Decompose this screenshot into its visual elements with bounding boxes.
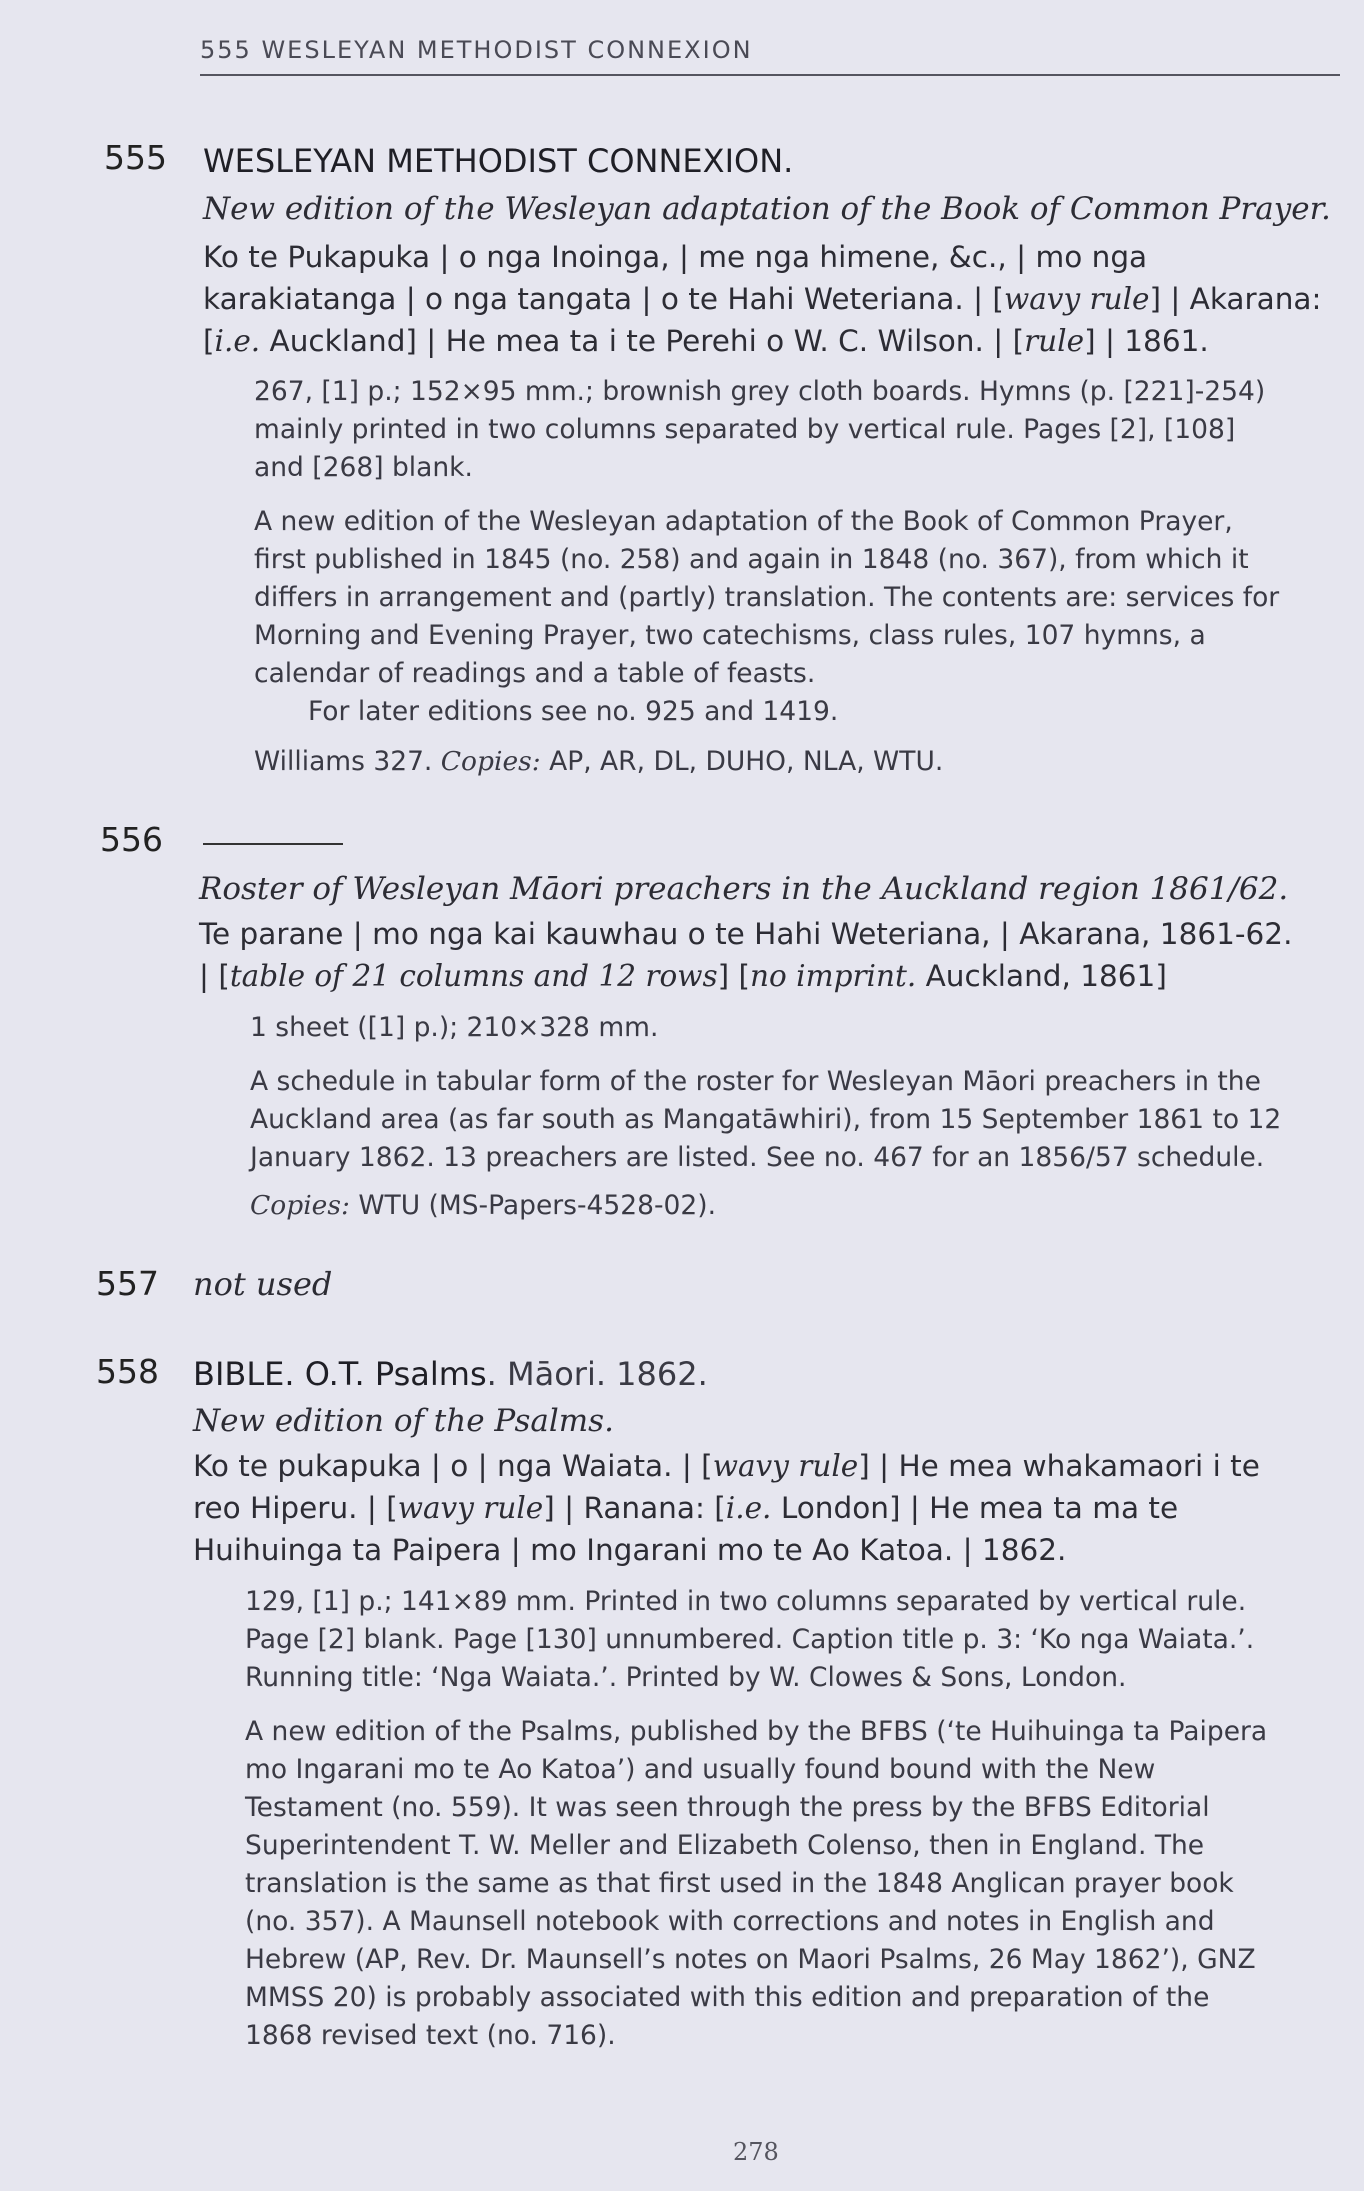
- imprint-line: karakiatanga | o nga tangata | o te Hahi Weteriana. | [wavy rule] | Akarana:: [203, 282, 1322, 316]
- entry-number: 557: [96, 1264, 159, 1303]
- page-number: 278: [733, 2138, 779, 2166]
- imprint-line: reo Hiperu. | [wavy rule] | Ranana: [i.e. London] | He mea ta ma te: [193, 1491, 1179, 1525]
- repeat-heading-dash: [203, 843, 343, 845]
- header-rule: [200, 74, 1340, 76]
- imprint-line: [i.e. Auckland] | He mea ta i te Perehi o W. C. Wilson. | [rule] | 1861.: [203, 324, 1209, 358]
- note-line: Superintendent T. W. Meller and Elizabeth Colenso, then in England. The: [245, 1830, 1205, 1861]
- collation-line: and [268] blank.: [254, 452, 473, 483]
- imprint-line: Ko te pukapuka | o | nga Waiata. | [wavy rule] | He mea whakamaori i te: [193, 1449, 1260, 1483]
- entry-text: not used: [193, 1265, 333, 1303]
- collation-line: Running title: ‘Nga Waiata.’. Printed by W. Clowes & Sons, London.: [245, 1662, 1127, 1693]
- imprint-line: Ko te Pukapuka | o nga Inoinga, | me nga himene, &c., | mo nga: [203, 240, 1148, 274]
- collation-line: mainly printed in two columns separated by vertical rule. Pages [2], [108]: [254, 414, 1236, 445]
- entry-heading: BIBLE. O.T. Psalms. Māori. 1862.: [193, 1355, 708, 1393]
- note-line: 1868 revised text (no. 716).: [245, 2020, 616, 2051]
- note-line: For later editions see no. 925 and 1419.: [308, 696, 839, 727]
- entry-number: 556: [100, 820, 163, 859]
- entry-title: Roster of Wesleyan Māori preachers in the Auckland region 1861/62.: [199, 871, 1289, 907]
- note-line: mo Ingarani mo te Ao Katoa’) and usually found bound with the New: [245, 1754, 1156, 1785]
- running-head: 555 WESLEYAN METHODIST CONNEXION: [200, 36, 753, 64]
- note-line: calendar of readings and a table of feasts.: [254, 658, 816, 689]
- note-line: differs in arrangement and (partly) translation. The contents are: services for: [254, 582, 1280, 613]
- note-line: Auckland area (as far south as Mangatāwhiri), from 15 September 1861 to 12: [250, 1104, 1282, 1135]
- note-line: translation is the same as that first used in the 1848 Anglican prayer book: [245, 1868, 1234, 1899]
- note-line: MMSS 20) is probably associated with this edition and preparation of the: [245, 1982, 1210, 2013]
- note-line: A new edition of the Psalms, published by the BFBS (‘te Huihuinga ta Paipera: [245, 1716, 1268, 1747]
- collation-line: Page [2] blank. Page [130] unnumbered. Caption title p. 3: ‘Ko nga Waiata.’.: [245, 1624, 1255, 1655]
- collation-line: 267, [1] p.; 152×95 mm.; brownish grey cloth boards. Hymns (p. [221]-254): [254, 376, 1266, 407]
- imprint-line: | [table of 21 columns and 12 rows] [no imprint. Auckland, 1861]: [199, 959, 1167, 993]
- note-line: (no. 357). A Maunsell notebook with corrections and notes in English and: [245, 1906, 1215, 1937]
- entry-heading: WESLEYAN METHODIST CONNEXION.: [203, 142, 794, 180]
- copies-line: Williams 327. Copies: AP, AR, DL, DUHO, NLA, WTU.: [254, 746, 944, 777]
- imprint-line: Te parane | mo nga kai kauwhau o te Hahi Weteriana, | Akarana, 1861-62.: [199, 917, 1293, 951]
- collation-line: 1 sheet ([1] p.); 210×328 mm.: [250, 1012, 659, 1043]
- note-line: Hebrew (AP, Rev. Dr. Maunsell’s notes on Maori Psalms, 26 May 1862’), GNZ: [245, 1944, 1256, 1975]
- entry-title: New edition of the Wesleyan adaptation of the Book of Common Prayer.: [203, 191, 1331, 227]
- collation-line: 129, [1] p.; 141×89 mm. Printed in two columns separated by vertical rule.: [245, 1586, 1247, 1617]
- entry-title: New edition of the Psalms.: [193, 1403, 614, 1439]
- note-line: Morning and Evening Prayer, two catechisms, class rules, 107 hymns, a: [254, 620, 1206, 651]
- note-line: Testament (no. 559). It was seen through the press by the BFBS Editorial: [245, 1792, 1210, 1823]
- note-line: first published in 1845 (no. 258) and again in 1848 (no. 367), from which it: [254, 544, 1249, 575]
- imprint-line: Huihuinga ta Paipera | mo Ingarani mo te Ao Katoa. | 1862.: [193, 1533, 1067, 1567]
- entry-number: 555: [104, 138, 167, 177]
- copies-line: Copies: WTU (MS-Papers-4528-02).: [250, 1190, 717, 1221]
- note-line: A new edition of the Wesleyan adaptation of the Book of Common Prayer,: [254, 506, 1233, 537]
- entry-number: 558: [96, 1352, 159, 1391]
- note-line: January 1862. 13 preachers are listed. See no. 467 for an 1856/57 schedule.: [250, 1142, 1265, 1173]
- note-line: A schedule in tabular form of the roster for Wesleyan Māori preachers in the: [250, 1066, 1261, 1097]
